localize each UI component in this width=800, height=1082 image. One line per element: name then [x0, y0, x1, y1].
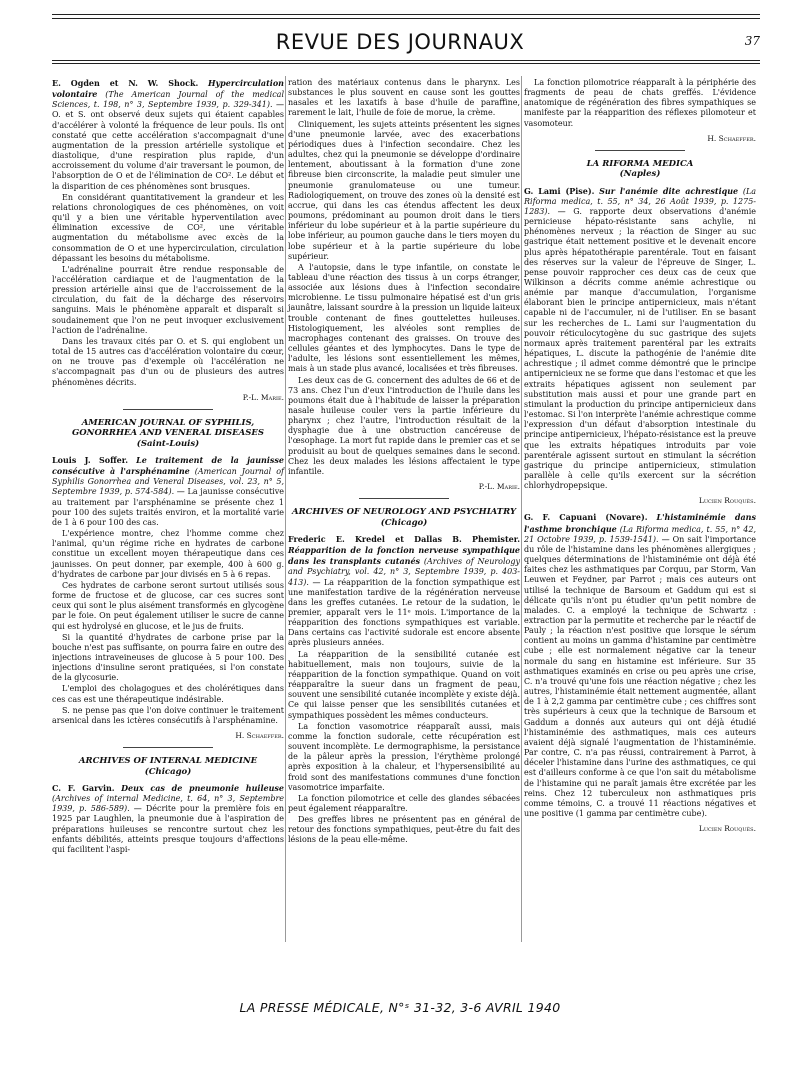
- article-author: C. F. Garvin.: [52, 782, 115, 793]
- section-rule: [595, 150, 685, 151]
- signature: Lucien Rouquès.: [698, 824, 756, 834]
- header-rule-top: [52, 14, 760, 15]
- paragraph: La jaunisse consécutive au traitement par l'arsphénamine se présente chez 1 pour 100 des sujets traités environ, et la mortalité varie de 1 à 6 pour 100 des cas.: [52, 487, 284, 527]
- paragraph: Si la quantité d'hydrates de carbone prise par la bouche n'est pas suffisante, on pourra faire en outre des injections intraveineuses de glucose à 5 pour 100. Des injections d'insuline seront pratiquées, si l'on constate de la glycosurie.: [52, 632, 284, 683]
- signature: H. Schaeffer.: [235, 731, 284, 741]
- article-ogden-shock: [52, 78, 284, 192]
- signature: Lucien Rouquès.: [698, 496, 756, 506]
- article-title: Hypercirculation volontaire: [52, 78, 284, 100]
- journal-section-title: AMERICAN JOURNAL OF SYPHILIS, GONORRHEA AND VENERAL DISEASES: [72, 417, 264, 439]
- article-reference: (Archives of Neurology and Psychiatry, vol. 42, n° 3, Septembre 1939, p. 403-413). —: [288, 557, 521, 587]
- article-title: Le traitement de la jaunisse consécutive à l'arsphénamine: [52, 455, 285, 477]
- paragraph: Les deux cas de G. concernent des adultes de 66 et de 73 ans. Chez l'un d'eux l'introduction de l'huile dans les poumons était due à l'habitude de laisser la préparation nasale huileuse couler vers la partie inférieure du pharynx ; chez l'autre, l'introduction résultait de la dysphagie due à une obstruction cancéreuse de l'œsophage. La mort fut rapide dans le premier cas et se produisit au bout de quelques semaines dans le second. Chez les deux malades les lésions affectaient le type infantile.: [288, 375, 520, 476]
- journal-section-title: ARCHIVES OF INTERNAL MEDICINE: [78, 756, 258, 767]
- paragraph: Des greffes libres ne présentent pas en général de retour des fonctions sympathiques, peut-être du fait des lésions de la peau elle-même.: [288, 815, 520, 845]
- article-author: Louis J. Soffer.: [52, 455, 129, 465]
- article-author: G. F. Capuani (Novare).: [524, 512, 648, 523]
- signature: P.-L. Marie.: [242, 392, 284, 402]
- article-title: Deux cas de pneumonie huileuse: [121, 782, 284, 793]
- article-author: Frederic E. Kredel et Dallas B. Phemister.: [288, 533, 520, 544]
- paragraph: A l'autopsie, dans le type infantile, on constate le tableau d'une réaction des tissus à un corps étranger, associée aux lésions dues à l'infection secondaire microbienne. Le tissu pulmonaire hépatisé est d'un gris jaunâtre, laissant sourdre à la pression un liquide laiteux trouble contenant de fines gouttelettes huileuses. Histologiquement, les alvéoles sont remplies de macrophages contenant des graisses. On trouve des cellules géantes et des lymphocytes. Dans le type de l'adulte, les lésions sont essentiellement les mêmes, mais à un stade plus avancé, localisées et très fibreuses.: [288, 262, 520, 374]
- column-right: [524, 78, 756, 840]
- section-rule: [359, 498, 449, 499]
- article-garvin: [52, 783, 284, 855]
- running-head: REVUE DES JOURNAUX: [275, 30, 525, 54]
- article-reference: (La Riforma medica, t. 55, n° 42, 21 Octobre 1939, p. 1539-1541). —: [524, 524, 757, 544]
- paragraph: O. et S. ont observé deux sujets qui étaient capables d'accélérer à volonté la fréquence de leur pouls. Ils ont constaté que cette accélération s'accompagnait d'une augmentation de la pression artérielle systolique et diastolique, d'une respiration plus rapide, d'un accroissement du volume d'air traversant le poumon, de l'absorption de O et de l'élimination de CO². Le début et la disparition de ces phénomènes sont brusques.: [52, 110, 284, 191]
- journal-section-place: (Chicago): [380, 517, 428, 528]
- paragraph: G. rapporte deux observations d'anémie pernicieuse hépato-résistante sans achylie, ni phénomènes nerveux ; la réaction de Singer au suc gastrique était nettement positive et le devenait encore plus après hépatothérapie parentérale. Tout en faisant des réserves sur la valeur de l'épreuve de Singer, L. pense pouvoir rapprocher ces deux cas de ceux que Wilkinson a décrits comme anémie achrestique ou anémie par manque d'accumulation, l'organisme élaborant bien le principe antipernicieux, mais n'étant capable ni de l'accumuler, ni de l'utiliser. En se basant sur les recherches de L. Lami sur l'augmentation du pouvoir réticulocytogène du suc gastrique des sujets normaux après traitement parentéral par les extraits hépatiques, L. discute la pathogénie de l'anémie dite achrestique ; il admet comme démontré que le principe antipernicieux ne se forme que dans l'estomac et que les extraits hépatiques agissent non seulement par substitution mais aussi et pour une grande part en stimulant la production du principe antipernicieux dans l'estomac. Si l'on interprète l'anémie achrestique comme l'expression d'un défaut d'absorption intestinale du principe antipernicieux, l'hépato-résistance est la preuve que les extraits hépatiques introduits par voie parentérale agissent surtout en stimulant la sécrétion gastrique du principe antipernicieux, stimulation parallèle à celle qu'ils exercent sur la sécrétion chlorhydropepsique.: [524, 206, 756, 491]
- signature: P.-L. Marie.: [478, 482, 520, 492]
- paragraph: La fonction pilomotrice et celle des glandes sébacées peut également réapparaître.: [288, 793, 520, 813]
- paragraph: La réapparition de la fonction sympathique est une manifestation tardive de la régénération nerveuse dans les greffes cutanées. Le retour de la sudation, le premier, apparaît vers le 11ᵉ mois. L'importance de la réapparition des fonctions sympathiques est variable. Dans certains cas l'activité sudorale est encore absente après plusieurs années.: [288, 577, 520, 648]
- paragraph: La fonction pilomotrice réapparaît à la périphérie des fragments de peau de chats greffés. L'évidence anatomique de régénération des fibres sympathiques se manifeste par la réapparition des réflexes pilomoteur et vasomoteur.: [524, 78, 756, 128]
- paragraph: Décrite pour la première fois en 1925 par Laughlen, la pneumonie due à l'aspiration de préparations huileuses se rencontre surtout chez les enfants débilités, atteints presque toujours d'affections qui facilitent l'aspi-: [52, 804, 284, 854]
- section-rule: [123, 409, 213, 410]
- journal-section-title: LA RIFORMA MEDICA: [586, 158, 694, 169]
- journal-section-place: (Chicago): [144, 766, 192, 777]
- article-title: Réapparition de la fonction nerveuse sympathique dans les transplants cutanés: [288, 545, 520, 567]
- article-reference: (Archives of internal Medicine, t. 64, n° 3, Septembre 1939, p. 586-589). —: [52, 794, 284, 814]
- column-separator: [285, 76, 286, 942]
- paragraph: La réapparition de la sensibilité cutanée est habituellement, mais non toujours, suivie de la réapparition de la fonction sympathique. Quand on voit réapparaître la sueur dans un fragment de peau, souvent une sensibilité cutanée incomplète y existe déjà. Ce qui laisse penser que les sensibilités cutanées et sympathiques possèdent les mêmes conducteurs.: [288, 649, 520, 720]
- page-footer: LA PRESSE MÉDICALE, N°ˢ 31-32, 3-6 AVRIL 1940: [239, 1000, 561, 1015]
- paragraph: On sait l'importance du rôle de l'histamine dans les phénomènes allergiques ; quelques déterminations de l'histaminémie ont déjà été faites chez les asthmatiques par Corquu, par Storm, Van Leuwen et Feydner, par Parrot ; mais ces auteurs ont utilisé la technique de Barsoum et Gaddum qui est si délicate qu'ils n'ont pu étudier qu'un petit nombre de malades. C. a employé la technique de Schwartz : extraction par la permutite et recherche par le réactif de Pauly ; la réaction n'est positive que lorsque le sérum contient au moins un gamma d'histamine par centimètre cube ; elle est normalement négative car la teneur normale du sang en histamine est inférieure. Sur 35 asthmatiques examinés en crise ou peu après une crise, C. n'a trouvé qu'une fois une réaction négative ; chez les autres, l'histaminémie était nettement augmentée, allant de 1 à 2,2 gamma par centimètre cube ; ces chiffres sont très supérieurs à ceux que la technique de Barsoum et Gaddum a donnés aux auteurs qui ont déjà étudié l'histaminémie des asthmatiques, mais ces auteurs avaient déjà signalé l'augmentation de l'histaminémie. Par contre, C. n'a pas réussi, contrairement à Parrot, à déceler l'histamine dans l'urine des asthmatiques, ce qui est d'ailleurs conforme à ce que l'on sait du métabolisme de l'histamine qui ne paraît jamais être excrétée par les reins. Chez 12 tuberculeux non asthmatiques pris comme témoins, C. a trouvé 11 réactions négatives et une positive (1 gamma par centimètre cube).: [524, 534, 757, 818]
- signature: H. Schaeffer.: [707, 133, 756, 143]
- paragraph: Cliniquement, les sujets atteints présentent les signes d'une pneumonie larvée, avec des exacerbations périodiques dues à l'infection secondaire. Chez les adultes, chez qui la pneumonie se développe d'ordinaire lentement, aboutissant à la formation d'une zone fibreuse bien circonscrite, la maladie peut simuler une pneumonie granulomateuse ou une tumeur. Radiologiquement, on trouve des zones où la densité est accrue, qui dans les cas étendus affectent les deux poumons, prédominant au poumon droit dans le tiers inférieur du lobe supérieur et à la partie supérieure du lobe inférieur, au poumon gauche dans le tiers moyen du lobe supérieur et à la partie supérieure du lobe supérieur.: [288, 119, 520, 261]
- article-author: G. Lami (Pise).: [524, 185, 595, 196]
- column-separator: [521, 76, 522, 942]
- article-kredel-phemister: [288, 534, 520, 649]
- journal-section-title: ARCHIVES OF NEUROLOGY AND PSYCHIATRY: [291, 507, 517, 518]
- paragraph: S. ne pense pas que l'on doive continuer le traitement arsenical dans les ictères consécutifs à l'arsphénamine.: [52, 705, 284, 725]
- paragraph: L'emploi des cholagogues et des cholérétiques dans ces cas est une thérapeutique indésirable.: [52, 684, 284, 704]
- header-rule-bottom-thin: [52, 60, 760, 61]
- article-title: Sur l'anémie dite achrestique: [599, 185, 739, 196]
- article-title: L'histaminémie dans l'asthme bronchique: [524, 512, 757, 534]
- paragraph: La fonction vasomotrice réapparaît aussi, mais comme la fonction sudorale, cette récupération est souvent incomplète. Le dermographisme, la persistance de la pâleur après la pression, l'érythème prolongé après exposition à la chaleur, et l'hypersensibilité au froid sont des manifestations communes d'une fonction vasomotrice imparfaite.: [288, 721, 520, 792]
- header-rule-bottom: [52, 63, 760, 64]
- article-reference: (American Journal of Syphilis Gonorrhea and Veneral Diseases, vol. 23, n° 5, Septembre 1939, p. 574-584). —: [52, 467, 284, 497]
- article-capuani: [524, 512, 756, 819]
- article-soffer: [52, 455, 284, 528]
- paragraph: ration des matériaux contenus dans le pharynx. Les substances le plus souvent en cause sont les gouttes nasales et les laxatifs à base d'huile de paraffine, rarement le lait, l'huile de foie de morue, la crème.: [288, 78, 520, 118]
- article-reference: (The American Journal of the medical Sciences, t. 198, n° 3, Septembre 1939, p. 329-341). —: [52, 90, 285, 110]
- journal-section-place: (Naples): [619, 169, 661, 180]
- column-left: [52, 78, 284, 856]
- paragraph: L'expérience montre, chez l'homme comme chez l'animal, qu'un régime riche en hydrates de carbone constitue un excellent moyen thérapeutique dans ces jaunisses. On peut donner, par exemple, 400 à 600 g. d'hydrates de carbone par jour divisés en 5 à 6 repas.: [52, 529, 284, 579]
- section-rule: [123, 747, 213, 748]
- paragraph: Dans les travaux cités par O. et S. qui englobent un total de 15 autres cas d'accélération volontaire du cœur, on ne trouve pas d'exemple où l'accélération ne s'accompagnait pas d'un ou de plusieurs des autres phénomènes décrits.: [52, 336, 284, 387]
- column-middle: [288, 78, 520, 847]
- journal-section-place: (Saint-Louis): [136, 438, 200, 449]
- paragraph: Ces hydrates de carbone seront surtout utilisés sous forme de fructose et de glucose, car ces sucres sont ceux qui sont le plus aisément transformés en glycogène par le foie. On peut également utiliser le sucre de canne qui est hydrolysé en glucose, et le jus de fruits.: [52, 580, 284, 631]
- header-rule-top-thin: [52, 18, 760, 19]
- article-author: E. Ogden et N. W. Shock.: [52, 78, 199, 88]
- page-number: 37: [744, 34, 760, 48]
- article-reference: (La Riforma medica, t. 55, n° 34, 26 Août 1939, p. 1275-1283). —: [524, 186, 757, 216]
- paragraph: L'adrénaline pourrait être rendue responsable de l'accélération cardiaque et de l'augmentation de la pression artérielle ainsi que de l'accroissement de la circulation, du fait de la décharge des réservoirs sanguins. Mais le phénomène apparaît et disparaît si soudainement que l'on ne peut invoquer exclusivement l'action de l'adrénaline.: [52, 264, 284, 335]
- article-lami: [524, 186, 756, 492]
- paragraph: En considérant quantitativement la grandeur et les relations chronologiques de ces phénomènes, on voit qu'il y a bien une véritable hyperventilation avec élimination excessive de CO², une véritable augmentation du métabolisme avec excès de la consommation de O et une hypercirculation, circulation dépassant les besoins du métabolisme.: [52, 192, 284, 263]
